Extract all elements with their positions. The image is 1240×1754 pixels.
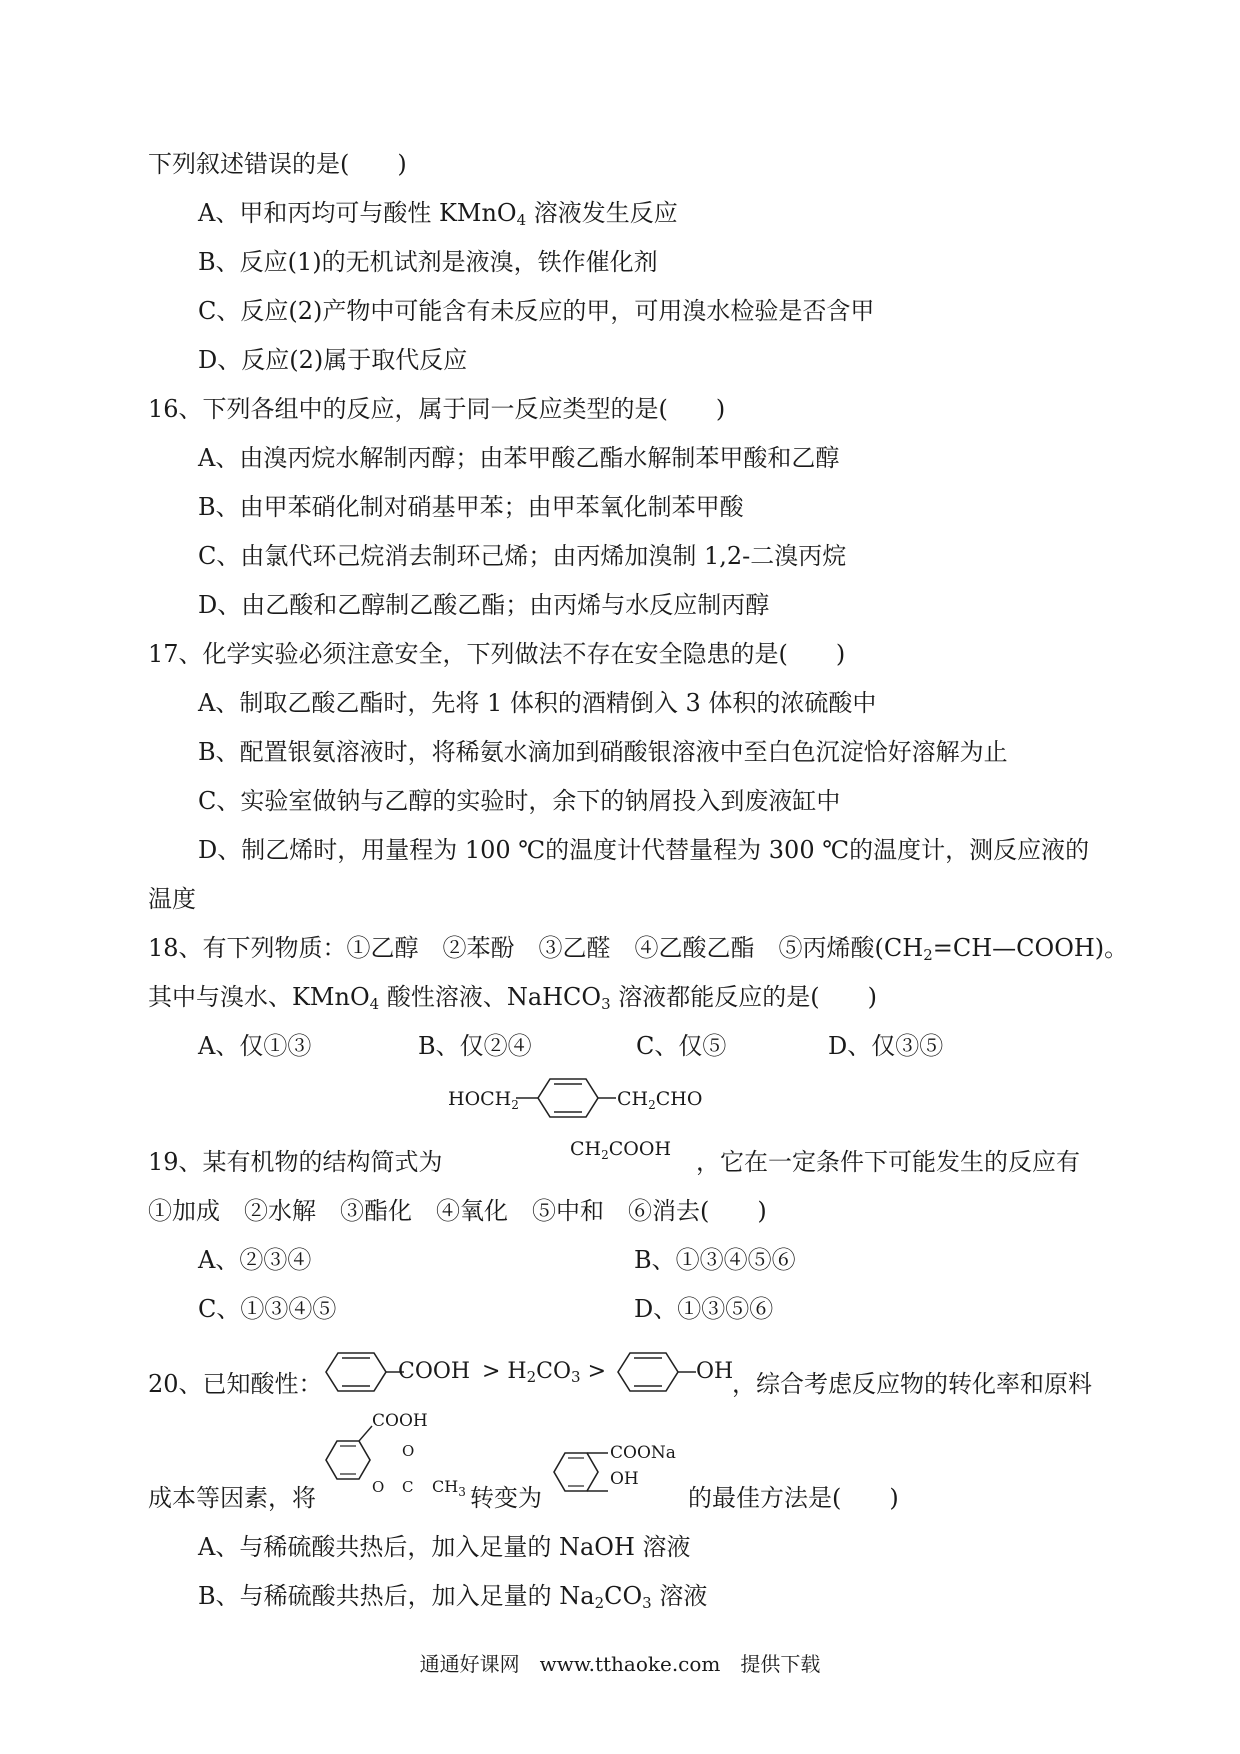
q20-stem: 20、已知酸性： xyxy=(148,1370,323,1398)
q18-stem: 18、有下列物质：①乙醇 ②苯酚 ③乙醛 ④乙酸乙酯 ⑤丙烯酸$(CH_2=CH—COOH)$。 xyxy=(148,934,1129,964)
q15-option-d: D、反应(2)属于取代反应 xyxy=(198,346,468,374)
q19-option-a: A、②③④ xyxy=(198,1246,312,1274)
q17-option-d: D、制乙烯时，用量程为 100 ℃的温度计代替量程为 300 ℃的温度计，测反应液的 xyxy=(198,836,1090,864)
q15-option-a: A、甲和丙均可与酸性 KMnO$_4$ 溶液发生反应 xyxy=(198,199,678,229)
q20-stem-line2-mid: 转变为 xyxy=(470,1484,542,1512)
q19-option-c: C、①③④⑤ xyxy=(198,1295,337,1323)
q20-reactant-o-top: O xyxy=(402,1442,415,1460)
page-footer: 通通好课网 www.tthaoke.com 提供下载 xyxy=(419,1652,821,1676)
q20-benzoic-acid-cooh: COOH xyxy=(398,1359,471,1384)
q16-option-b: B、由甲苯硝化制对硝基甲苯；由甲苯氧化制苯甲酸 xyxy=(198,493,744,521)
q20-benzene-ring-icon xyxy=(322,1350,408,1396)
q20-phenol-oh: OH xyxy=(696,1359,734,1384)
q18-option-d: D、仅③⑤ xyxy=(828,1032,944,1060)
q19-option-d: D、①③⑤⑥ xyxy=(634,1295,774,1323)
q20-product-ring-icon xyxy=(548,1446,618,1498)
q18-stem-line2: 其中与溴水、KMnO$_4$ 酸性溶液、NaHCO$_3$ 溶液都能反应的是( ) xyxy=(148,983,877,1013)
q20-stem-line2: 成本等因素，将 xyxy=(148,1484,316,1512)
q19-formula-ch2cooh: $CH_2COOH$ xyxy=(570,1138,672,1162)
q18-option-a: A、仅①③ xyxy=(198,1032,312,1060)
q20-phenol-ring-icon xyxy=(614,1350,700,1396)
q20-reactant-c: C xyxy=(402,1478,414,1496)
q19-stem-tail: ，它在一定条件下可能发生的反应有 xyxy=(696,1148,1080,1176)
q20-option-b: B、与稀硫酸共热后，加入足量的 $Na_2CO_3$ 溶液 xyxy=(198,1582,708,1612)
q17-stem: 17、化学实验必须注意安全，下列做法不存在安全隐患的是( ) xyxy=(148,640,846,668)
q16-option-d: D、由乙酸和乙醇制乙酸乙酯；由丙烯与水反应制丙醇 xyxy=(198,591,770,619)
q20-product-oh: OH xyxy=(610,1469,639,1489)
q17-option-d-continued: 温度 xyxy=(148,885,196,913)
q15-option-b: B、反应(1)的无机试剂是液溴，铁作催化剂 xyxy=(198,248,658,276)
q19-formula-ch2cho: $CH_2CHO$ xyxy=(617,1088,703,1112)
q20-stem-tail: ，综合考虑反应物的转化率和原料 xyxy=(732,1370,1092,1398)
q18-option-b: B、仅②④ xyxy=(418,1032,532,1060)
q20-reactant-ch3: $CH_3$ xyxy=(432,1477,466,1499)
q20-product-coona: COONa xyxy=(610,1443,676,1463)
q19-stem-line2: ①加成 ②水解 ③酯化 ④氧化 ⑤中和 ⑥消去( ) xyxy=(148,1197,767,1225)
q20-option-a: A、与稀硫酸共热后，加入足量的 NaOH 溶液 xyxy=(198,1533,691,1561)
q16-option-c: C、由氯代环己烷消去制环己烯；由丙烯加溴制 1,2-二溴丙烷 xyxy=(198,542,847,570)
q17-option-c: C、实验室做钠与乙醇的实验时，余下的钠屑投入到废液缸中 xyxy=(198,787,841,815)
q20-reactant-cooh: COOH xyxy=(372,1411,428,1431)
q19-option-b: B、①③④⑤⑥ xyxy=(634,1246,796,1274)
q19-stem: 19、某有机物的结构简式为 xyxy=(148,1148,443,1176)
q15-option-c: C、反应(2)产物中可能含有未反应的甲，可用溴水检验是否含甲 xyxy=(198,297,875,325)
q16-stem: 16、下列各组中的反应，属于同一反应类型的是( ) xyxy=(148,395,726,423)
q16-option-a: A、由溴丙烷水解制丙醇；由苯甲酸乙酯水解制苯甲酸和乙醇 xyxy=(198,444,840,472)
q17-option-a: A、制取乙酸乙酯时，先将 1 体积的酒精倒入 3 体积的浓硫酸中 xyxy=(198,689,877,717)
q20-carbonic-acid: > $H_2CO_3$ > xyxy=(482,1359,607,1386)
q18-option-c: C、仅⑤ xyxy=(636,1032,727,1060)
q20-stem-line2-tail: 的最佳方法是( ) xyxy=(688,1484,899,1512)
q20-reactant-o: O xyxy=(372,1478,385,1496)
q19-benzene-ring-icon xyxy=(516,1076,622,1122)
q19-formula-hoch2: $HOCH_2$ xyxy=(448,1088,519,1112)
q17-option-b: B、配置银氨溶液时，将稀氨水滴加到硝酸银溶液中至白色沉淀恰好溶解为止 xyxy=(198,738,1008,766)
q15-stem: 下列叙述错误的是( ) xyxy=(148,150,407,178)
